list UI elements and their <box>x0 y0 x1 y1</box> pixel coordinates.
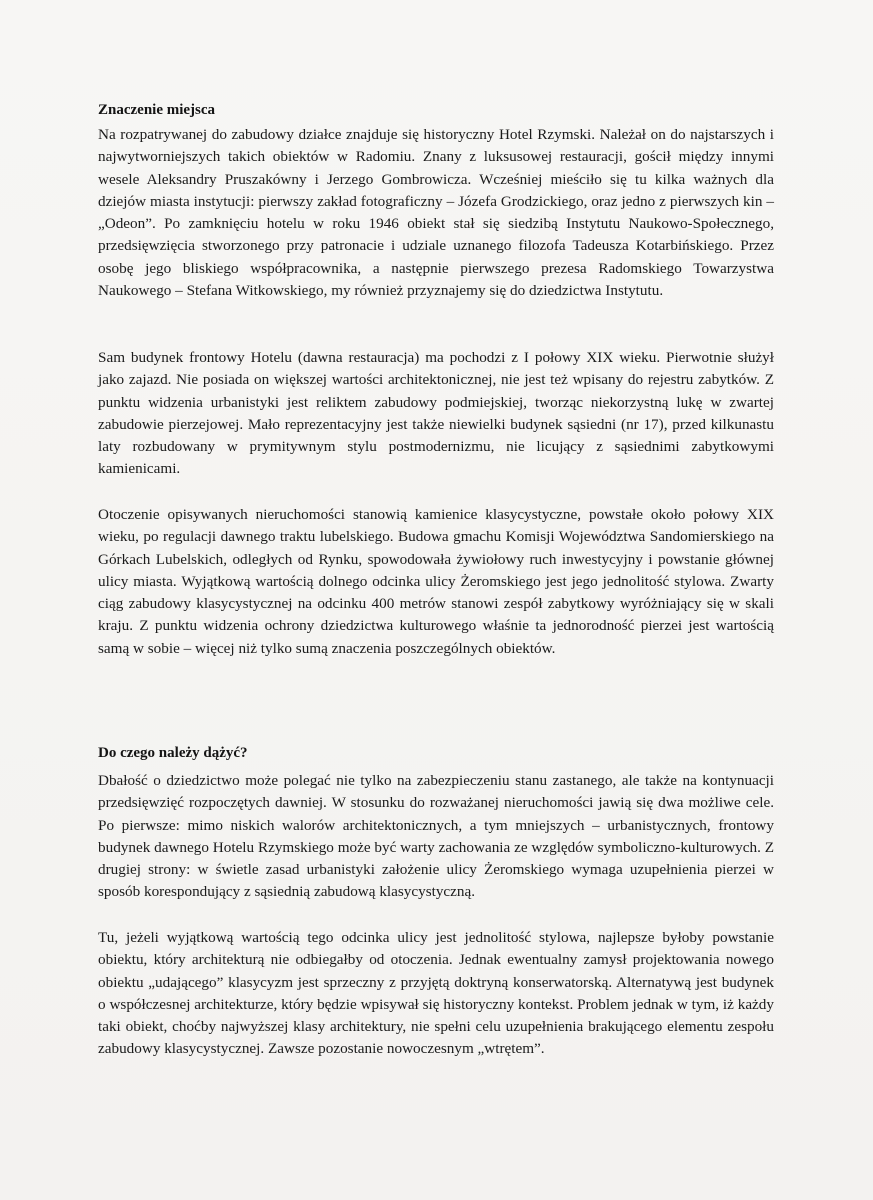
paragraph-heritage-care: Dbałość o dziedzictwo może polegać nie tylko na zabezpieczeniu stanu zastanego, ale także na kontynuacji przedsięwzięć rozpoczętych dawniej. W stosunku do rozważanej nieruchomości jawią się dwa możliwe cele. Po pierwsze: mimo niskich walorów architektonicznych, a tym mniejszych – urbanistycznych, frontowy budynek dawnego Hotelu Rzymskiego może być warty zachowania ze względów symboliczno-kulturowych. Z drugiej strony: w świetle zasad urbanistyki założenie ulicy Żeromskiego wymaga uzupełnienia pierzei w sposób korespondujący z sąsiednią zabudową klasycystyczną. <box>98 772 774 901</box>
paragraph-front-building: Sam budynek frontowy Hotelu (dawna restauracja) ma pochodzi z I połowy XIX wieku. Pierwotnie służył jako zajazd. Nie posiada on większej wartości architektonicznej, nie jest też wpisany do rejestru zabytków. Z punktu widzenia urbanistyki jest reliktem zabudowy podmiejskiej, tworząc niekorzystną lukę w zwartej zabudowie pierzejowej. Mało reprezentacyjny jest także niewielki budynek sąsiedni (nr 17), przed kilkunastu laty rozbudowany w prymitywnym stylu postmodernizmu, nie licujący z sąsiednimi zabytkowymi kamienicami. <box>98 349 774 478</box>
paragraph-stylistic-unity: Tu, jeżeli wyjątkową wartością tego odcinka ulicy jest jednolitość stylowa, najlepsze byłoby powstanie obiektu, który architekturą nie odbiegałby od otoczenia. Jednak ewentualny zamysł projektowania nowego obiektu „udającego” klasycyzm jest sprzeczny z przyjętą doktryną konserwatorską. Alternatywą jest budynek o współczesnej architekturze, który będzie wpisywał się historyczny kontekst. Problem jednak w tym, iż każdy taki obiekt, choćby najwyższej klasy architektury, nie spełni celu uzupełnienia brakującego elementu zespołu zabudowy klasycystycznej. Zawsze pozostanie nowoczesnym „wtrętem”. <box>98 929 774 1058</box>
paragraph-surroundings: Otoczenie opisywanych nieruchomości stanowią kamienice klasycystyczne, powstałe około połowy XIX wieku, po regulacji dawnego traktu lubelskiego. Budowa gmachu Komisji Województwa Sandomierskiego na Górkach Lubelskich, odległych od Rynku, spowodowała żywiołowy ruch inwestycyjny i powstanie głównej ulicy miasta. Wyjątkową wartością dolnego odcinka ulicy Żeromskiego jest jego jednolitość stylowa. Zwarty ciąg zabudowy klasycystycznej na odcinku 400 metrów stanowi zespół zabytkowy wyróżniający się w skali kraju. Z punktu widzenia ochrony dziedzictwa kulturowego właśnie ta jednorodność pierzei jest wartością samą w sobie – więcej niż tylko sumą znaczenia poszczególnych obiektów. <box>98 506 774 657</box>
paragraph-hotel-history: Na rozpatrywanej do zabudowy działce znajduje się historyczny Hotel Rzymski. Należał on do najstarszych i najwytworniejszych takich obiektów w Radomiu. Znany z luksusowej restauracji, gościł między innymi wesele Aleksandry Pruszakówny i Jerzego Gombrowicza. Wcześniej mieściło się tu kilka ważnych dla dziejów miasta instytucji: pierwszy zakład fotograficzny – Józefa Grodzickiego, oraz jedno z pierwszych kin – „Odeon”. Po zamknięciu hotelu w roku 1946 obiekt stał się siedzibą Instytutu Naukowo-Społecznego, przedsięwzięcia stworzonego przy patronacie i udziale uznanego filozofa Tadeusza Kotarbińskiego. Przez osobę jego bliskiego współpracownika, a następnie pierwszego prezesa Radomskiego Towarzystwa Naukowego – Stefana Witkowskiego, my również przyznajemy się do dziedzictwa Instytutu. <box>98 126 774 300</box>
section-heading-significance: Znaczenie miejsca <box>98 102 216 118</box>
section-heading-goals: Do czego należy dążyć? <box>98 745 248 761</box>
